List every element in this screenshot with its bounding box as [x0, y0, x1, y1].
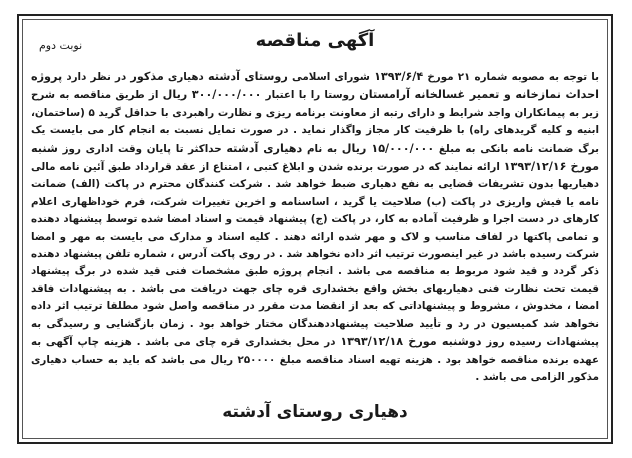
body-text-part: با توجه به مصوبه شماره ۲۱ مورخ: [423, 71, 600, 83]
project-name: پروژه احداث نمازخانه و تعمیر غسالخانه آرامستان: [31, 70, 599, 102]
body-text-part: در نظر دارد: [62, 71, 131, 83]
notice-footer-signature: دهیاری روستای آدشته: [222, 402, 408, 422]
body-text-part: حداکثر تا پایان وقت اداری روز: [57, 142, 227, 155]
deadline-date: شنبه مورخ ۱۳۹۳/۱۲/۱۶: [31, 141, 599, 174]
guarantee-amount: ۱۵/۰۰۰/۰۰۰ ریال: [341, 141, 435, 155]
project-credit: ۳۰۰/۰۰۰/۰۰۰ ریال: [162, 88, 262, 102]
notice-frame: [17, 14, 613, 444]
body-text-part: از طریق مناقصه به شرح زیر به پیمانکاران واجد شرایط و دارای رتبه از معاونت برنامه ریزی و نظارت راهبردی با حداقل گرید ۵ (ساختمان، ابنیه و کلیه گریدهای راه) با ظرفیت کار مجاز واگذار نماید . در صورت تمایل نسبت به انجام کار می بایست یک برگ ضمانت نامه بانکی به مبلغ: [31, 89, 599, 155]
body-text-part: در محل بخشداری قره چای می باشد . هزینه چاپ آگهی به عهده برنده مناقصه خواهد بود . هزینه تهیه اسناد مناقصه مبلغ ۲۵۰۰۰۰ ریال می باشد که باید به حساب دهیاری مذکور الزامی می باشد .: [31, 336, 600, 383]
body-text-part: دهیاری: [163, 71, 208, 83]
municipality-name: دهیاری آدشته: [226, 141, 303, 155]
body-text-part: روستا را با اعتبار: [261, 89, 360, 102]
body-text-part: شورای اسلامی: [287, 71, 375, 83]
body-text-part: به نام: [302, 142, 342, 155]
village-name: روستای آدشته: [207, 70, 288, 83]
mentioned-word: مذکور: [130, 70, 164, 83]
round-label: نوبت دوم: [39, 39, 83, 52]
notice-title: آگهی مناقصه: [255, 30, 375, 51]
opening-date: دوشنبه مورخ ۱۳۹۳/۱۲/۱۸: [340, 335, 482, 349]
resolution-date: ۱۳۹۳/۶/۴: [374, 70, 424, 83]
body-text-part: ارائه نمایند که در صورت برنده شدن و ابلاغ کتبی ، امتناع از عقد قرارداد طبق آئین نامه مالی دهیاریها بدون تشریفات قضایی به نفع دهیاری ضبط خواهد شد . شرکت کنندگان محترم در پاکت (الف) ضمانت نامه یا فیش واریزی در پاکت (ب) صلاحیت یا گرید ، اساسنامه و اخرین تغییرات شرکت، فرم خوداظهاری اعلام کارهای در دست اجرا و ظرفیت آماده به کار، در پاکت (ج) پیشنهاد قیمت و اسناد امضا شده توسط پیشنهاد دهنده و تمامی پاکتها در لفاف مناسب و لاک و مهر شده ارائه دهند . کلیه اسناد و مدارک می بایست به مهر و امضا شرکت رسیده باشد در غیر اینصورت ترتیب اثر داده نخواهد شد . در روی پاکت آدرس ، شماره تلفن پیشنهاد دهنده ذکر گردد و قید شود مربوط به مناقصه می باشد . انجام پروژه طبق مشخصات فنی قید شده در برگ پیشنهاد قیمت تحت نظارت فنی دهیاریهای بخش واقع بخشداری قره چای جهت دریافت می باشد . به پیشنهادات فاقد امضا ، مخدوش ، مشروط و پیشنهاداتی که بعد از انقضا مدت مقرر در مناقصه واصل شود مطلقا ترتیب اثر داده نخواهد شد کمیسیون در رد و تأیید صلاحیت پیشنهاددهندگان مختار خواهد بود . زمان بازگشایی و رسیدگی به پیشنهادات رسیده روز: [31, 161, 599, 349]
notice-body: [31, 68, 599, 386]
